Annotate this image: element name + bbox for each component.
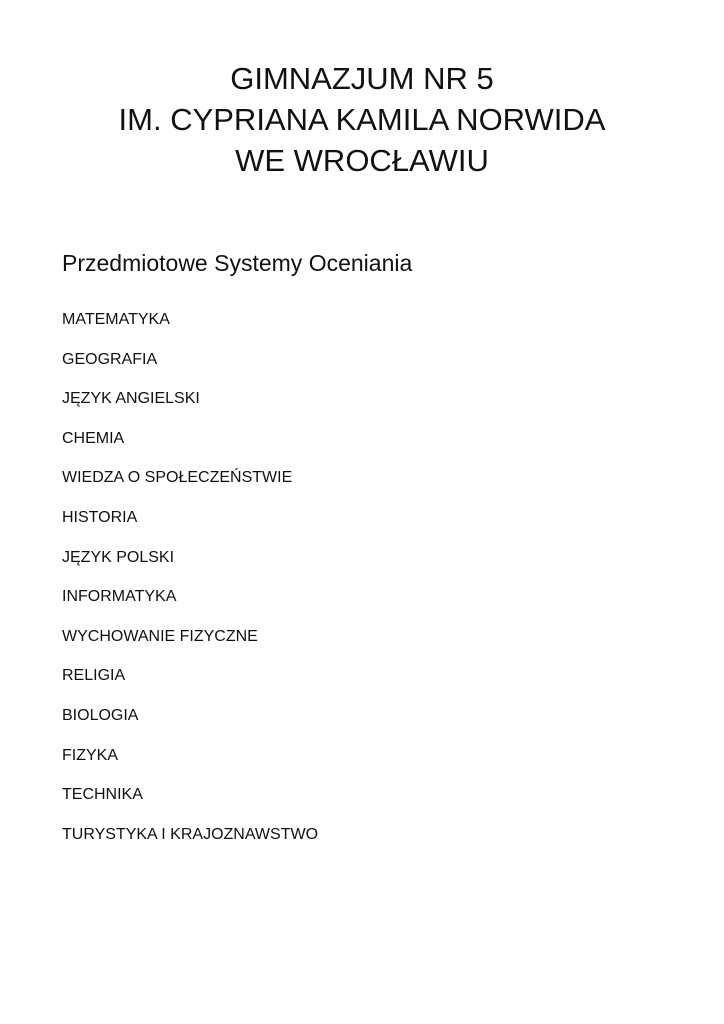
subject-item: CHEMIA bbox=[62, 429, 125, 447]
subject-item: RELIGIA bbox=[62, 667, 126, 685]
subject-item: FIZYKA bbox=[62, 746, 119, 764]
subject-item: JĘZYK POLSKI bbox=[62, 548, 175, 566]
subject-item: JĘZYK ANGIELSKI bbox=[62, 390, 200, 408]
title-line: IM. CYPRIANA KAMILA NORWIDA bbox=[118, 102, 606, 137]
school-title bbox=[0, 58, 724, 181]
subject-item: INFORMATYKA bbox=[62, 588, 177, 606]
subject-list bbox=[62, 310, 318, 864]
title-line: GIMNAZJUM NR 5 bbox=[230, 61, 494, 96]
document-subtitle: Przedmiotowe Systemy Oceniania bbox=[62, 250, 413, 276]
title-line: WE WROCŁAWIU bbox=[235, 143, 489, 178]
subject-item: GEOGRAFIA bbox=[62, 350, 158, 368]
subject-item: BIOLOGIA bbox=[62, 706, 139, 724]
subject-item: WYCHOWANIE FIZYCZNE bbox=[62, 627, 258, 645]
subject-item: TECHNIKA bbox=[62, 786, 143, 804]
subject-item: MATEMATYKA bbox=[62, 311, 170, 328]
subject-item: HISTORIA bbox=[62, 508, 138, 526]
subject-item: WIEDZA O SPOŁECZEŃSTWIE bbox=[62, 469, 293, 487]
subject-item: TURYSTYKA I KRAJOZNAWSTWO bbox=[62, 825, 319, 843]
